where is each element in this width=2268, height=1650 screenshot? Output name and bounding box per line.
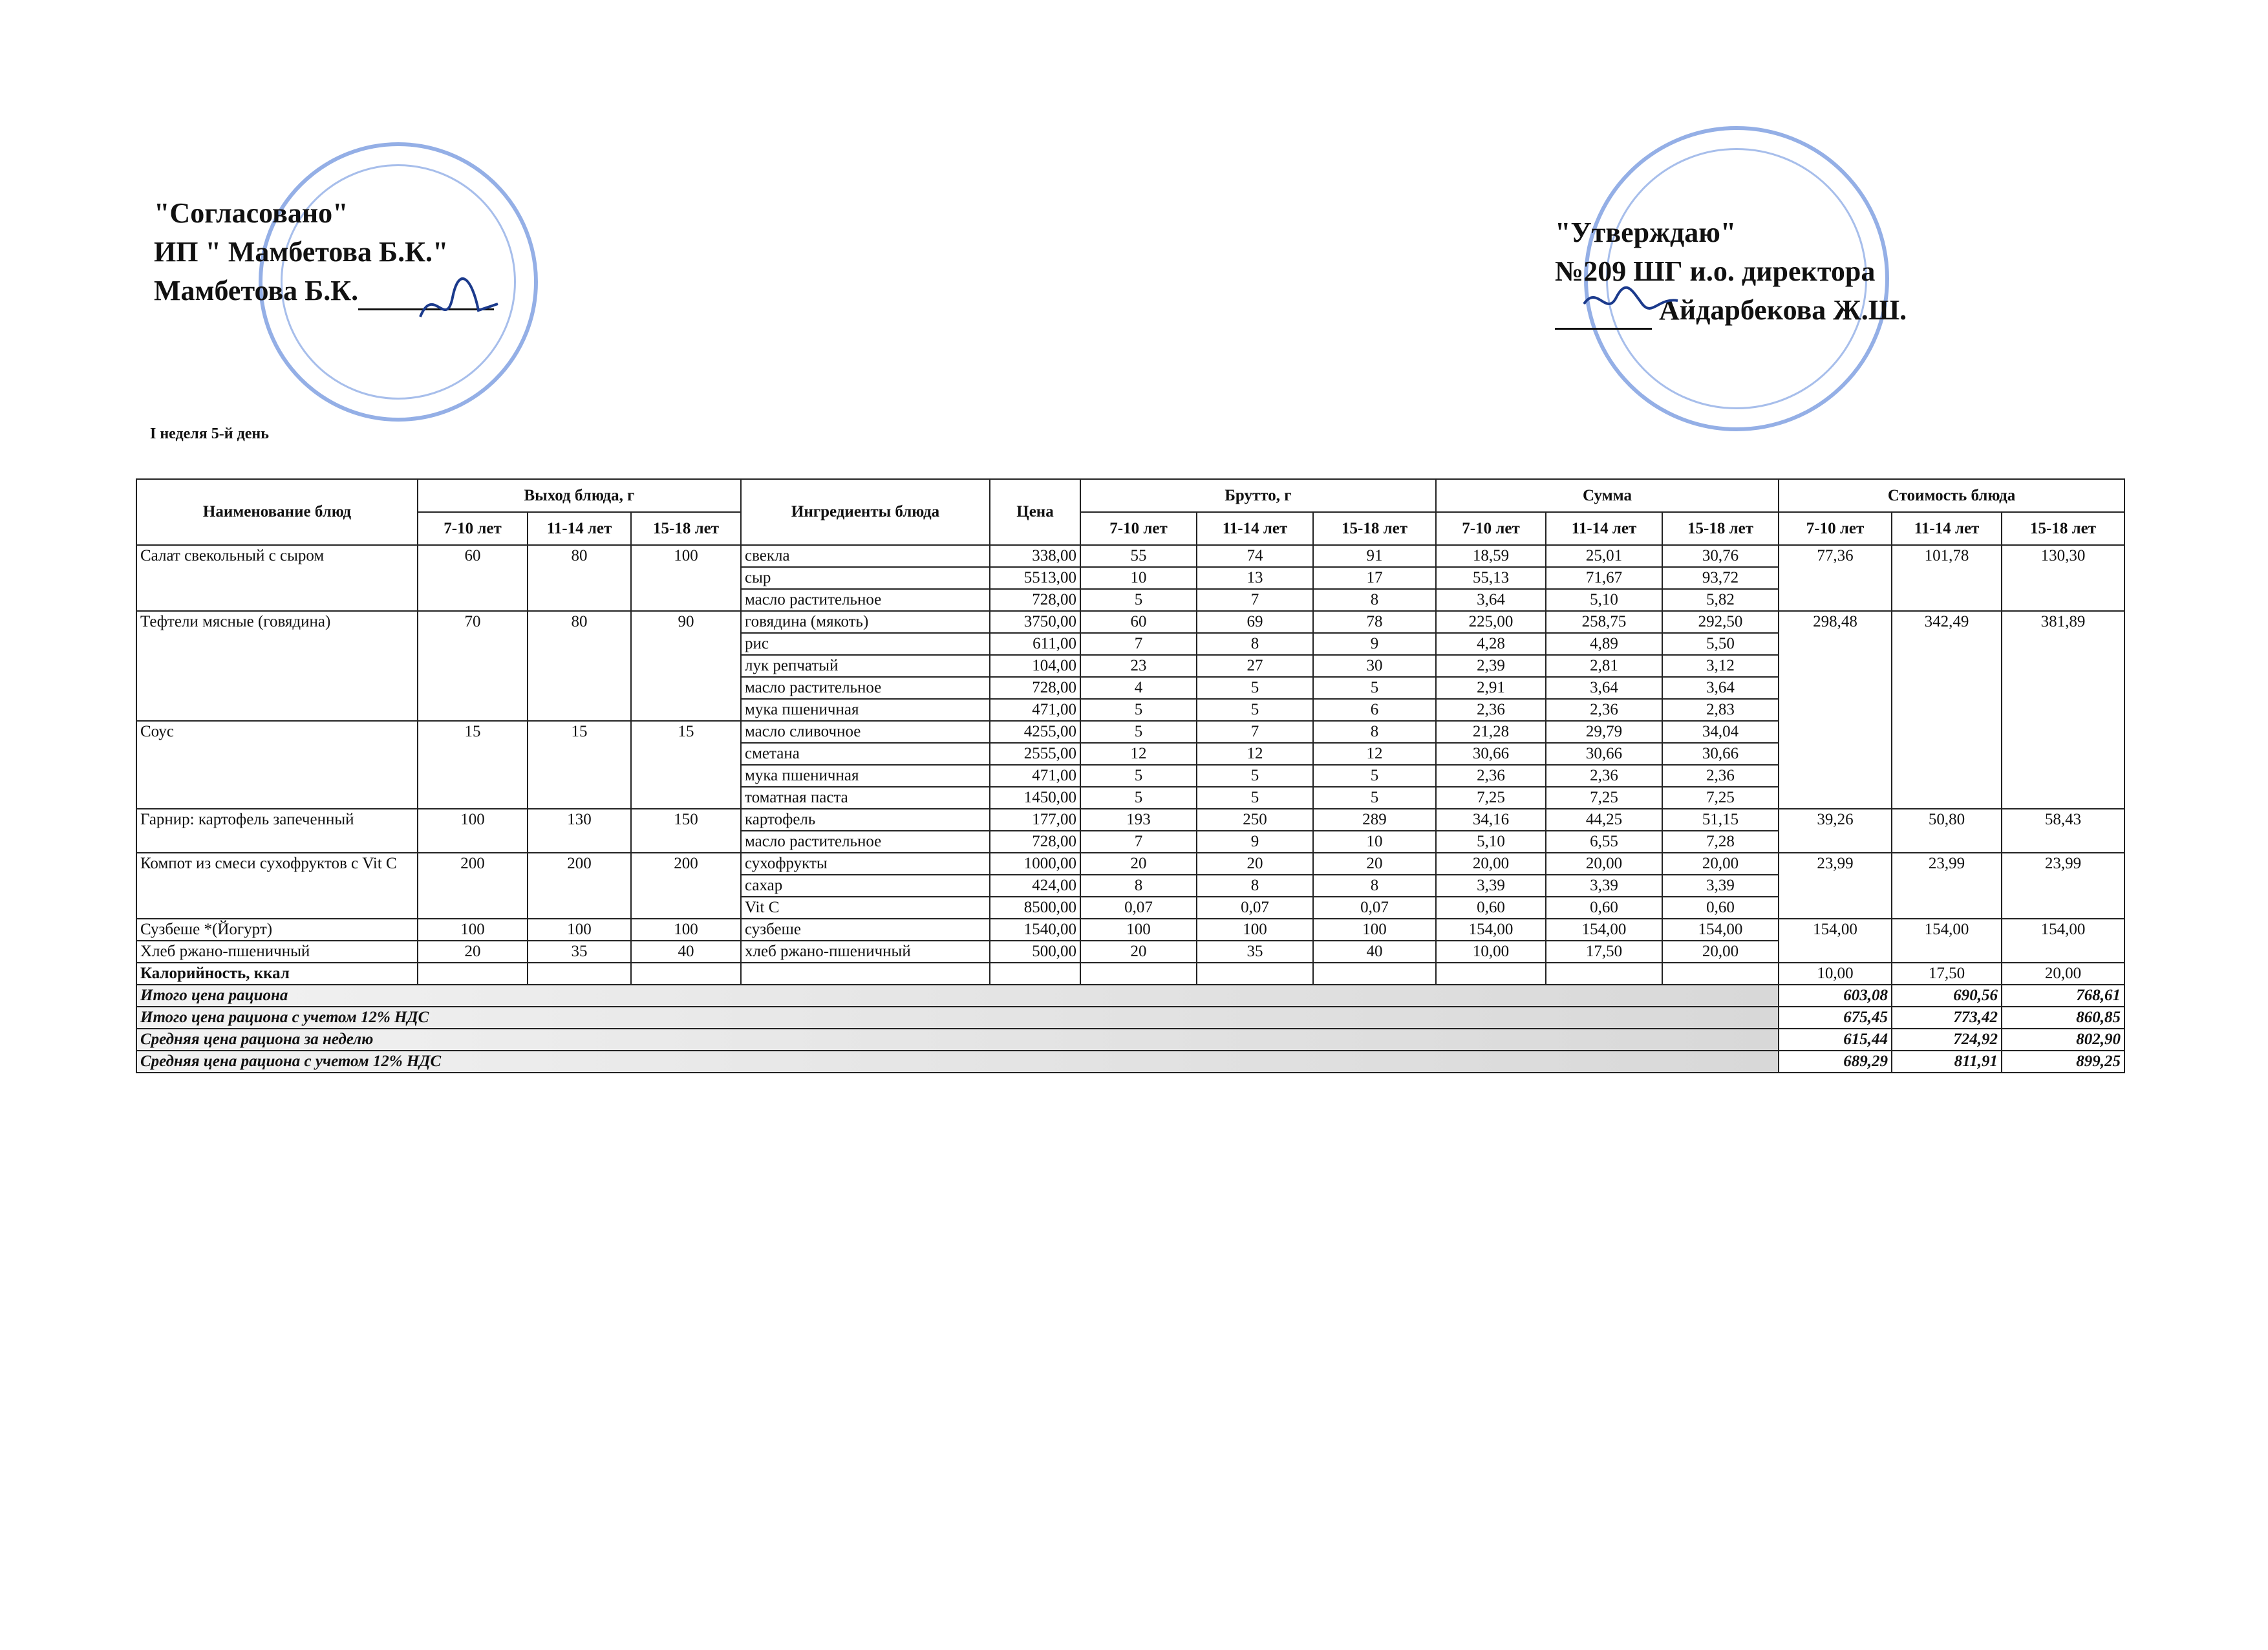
ingredient-price: 338,00 bbox=[990, 545, 1080, 567]
ingredient-sum: 3,12 bbox=[1662, 655, 1779, 677]
dish-cost: 23,99 bbox=[1892, 853, 2002, 919]
ingredient-sum: 2,83 bbox=[1662, 699, 1779, 721]
dish-name: Тефтели мясные (говядина) bbox=[136, 611, 418, 721]
header-age: 7-10 лет bbox=[1436, 512, 1546, 545]
ingredient-sum: 5,10 bbox=[1546, 589, 1662, 611]
ingredient-brutto: 289 bbox=[1313, 809, 1436, 831]
ingredient-brutto: 5 bbox=[1080, 787, 1197, 809]
ingredient-sum: 18,59 bbox=[1436, 545, 1546, 567]
ingredient-sum: 34,04 bbox=[1662, 721, 1779, 743]
ingredient-brutto: 0,07 bbox=[1197, 897, 1313, 919]
ingredient-brutto: 69 bbox=[1197, 611, 1313, 633]
dish-yield: 70 bbox=[418, 611, 528, 721]
ingredient-sum: 154,00 bbox=[1436, 919, 1546, 941]
ingredient-brutto: 20 bbox=[1313, 853, 1436, 875]
ingredient-price: 728,00 bbox=[990, 677, 1080, 699]
ingredient-brutto: 20 bbox=[1080, 941, 1197, 963]
dish-name: Соус bbox=[136, 721, 418, 809]
header-cost: Стоимость блюда bbox=[1779, 479, 2124, 512]
dish-yield: 100 bbox=[528, 919, 631, 941]
ingredient-brutto: 5 bbox=[1197, 699, 1313, 721]
total-value: 802,90 bbox=[2002, 1029, 2124, 1051]
ingredient-brutto: 10 bbox=[1080, 567, 1197, 589]
ingredient-sum: 2,36 bbox=[1662, 765, 1779, 787]
total-value: 899,25 bbox=[2002, 1051, 2124, 1073]
dish-cost: 23,99 bbox=[2002, 853, 2124, 919]
ingredient-price: 611,00 bbox=[990, 633, 1080, 655]
empty-cell bbox=[990, 963, 1080, 985]
ingredient-sum: 6,55 bbox=[1546, 831, 1662, 853]
ingredient-price: 2555,00 bbox=[990, 743, 1080, 765]
total-label: Средняя цена рациона с учетом 12% НДС bbox=[136, 1051, 1779, 1073]
dish-yield: 200 bbox=[528, 853, 631, 919]
ingredient-price: 1000,00 bbox=[990, 853, 1080, 875]
dish-yield: 150 bbox=[631, 809, 741, 853]
ingredient-brutto: 5 bbox=[1197, 765, 1313, 787]
ingredient-sum: 0,60 bbox=[1436, 897, 1546, 919]
ingredient-price: 1540,00 bbox=[990, 919, 1080, 941]
ingredient-brutto: 7 bbox=[1080, 831, 1197, 853]
approval-left-org: ИП " Мамбетова Б.К." bbox=[154, 236, 449, 268]
empty-cell bbox=[528, 963, 631, 985]
dish-name: Хлеб ржано-пшеничный bbox=[136, 941, 418, 963]
empty-cell bbox=[1313, 963, 1436, 985]
ingredient-sum: 29,79 bbox=[1546, 721, 1662, 743]
header-yield: Выход блюда, г bbox=[418, 479, 741, 512]
ingredient-sum: 10,00 bbox=[1436, 941, 1546, 963]
ingredient-sum: 7,25 bbox=[1662, 787, 1779, 809]
dish-yield: 15 bbox=[631, 721, 741, 809]
dish-cost: 23,99 bbox=[1779, 853, 1892, 919]
ingredient-brutto: 7 bbox=[1197, 721, 1313, 743]
total-row bbox=[136, 1029, 2124, 1051]
table-row bbox=[136, 545, 2124, 567]
header-age: 7-10 лет bbox=[1779, 512, 1892, 545]
approval-right-position: №209 ШГ и.о. директора bbox=[1555, 255, 1876, 287]
header-age: 11-14 лет bbox=[1892, 512, 2002, 545]
ingredient-sum: 154,00 bbox=[1546, 919, 1662, 941]
ingredient-brutto: 9 bbox=[1313, 633, 1436, 655]
header-sum: Сумма bbox=[1436, 479, 1779, 512]
ingredient-sum: 5,10 bbox=[1436, 831, 1546, 853]
ingredient-brutto: 10 bbox=[1313, 831, 1436, 853]
ingredient-brutto: 5 bbox=[1197, 787, 1313, 809]
signature-left bbox=[414, 272, 504, 336]
ingredient-name: говядина (мякоть) bbox=[741, 611, 990, 633]
ingredient-name: мука пшеничная bbox=[741, 699, 990, 721]
ingredient-brutto: 5 bbox=[1197, 677, 1313, 699]
ingredient-name: масло растительное bbox=[741, 677, 990, 699]
table-row bbox=[136, 809, 2124, 831]
ingredient-sum: 3,64 bbox=[1662, 677, 1779, 699]
ingredient-price: 1450,00 bbox=[990, 787, 1080, 809]
menu-table-body bbox=[136, 545, 2124, 1073]
ingredient-name: сыр bbox=[741, 567, 990, 589]
ingredient-sum: 2,81 bbox=[1546, 655, 1662, 677]
week-day-label: I неделя 5-й день bbox=[150, 425, 269, 442]
header-dish: Наименование блюд bbox=[136, 479, 418, 545]
ingredient-brutto: 17 bbox=[1313, 567, 1436, 589]
ingredient-sum: 34,16 bbox=[1436, 809, 1546, 831]
dish-cost: 130,30 bbox=[2002, 545, 2124, 611]
table-row bbox=[136, 611, 2124, 633]
ingredient-sum: 7,28 bbox=[1662, 831, 1779, 853]
ingredient-brutto: 100 bbox=[1313, 919, 1436, 941]
ingredient-sum: 4,28 bbox=[1436, 633, 1546, 655]
dish-cost: 298,48 bbox=[1779, 611, 1892, 809]
dish-yield: 100 bbox=[631, 919, 741, 941]
empty-cell bbox=[1436, 963, 1546, 985]
ingredient-brutto: 5 bbox=[1313, 765, 1436, 787]
ingredient-brutto: 40 bbox=[1313, 941, 1436, 963]
ingredient-sum: 4,89 bbox=[1546, 633, 1662, 655]
ingredient-name: рис bbox=[741, 633, 990, 655]
ingredient-sum: 20,00 bbox=[1546, 853, 1662, 875]
dish-yield: 15 bbox=[528, 721, 631, 809]
ingredient-price: 728,00 bbox=[990, 589, 1080, 611]
ingredient-sum: 154,00 bbox=[1662, 919, 1779, 941]
ingredient-brutto: 100 bbox=[1080, 919, 1197, 941]
ingredient-sum: 17,50 bbox=[1546, 941, 1662, 963]
dish-yield: 80 bbox=[528, 611, 631, 721]
ingredient-price: 8500,00 bbox=[990, 897, 1080, 919]
ingredient-sum: 3,39 bbox=[1546, 875, 1662, 897]
ingredient-brutto: 27 bbox=[1197, 655, 1313, 677]
ingredient-price: 3750,00 bbox=[990, 611, 1080, 633]
total-value: 690,56 bbox=[1892, 985, 2002, 1007]
dish-cost: 342,49 bbox=[1892, 611, 2002, 809]
ingredient-brutto: 74 bbox=[1197, 545, 1313, 567]
ingredient-sum: 55,13 bbox=[1436, 567, 1546, 589]
ingredient-brutto: 8 bbox=[1080, 875, 1197, 897]
ingredient-sum: 30,66 bbox=[1436, 743, 1546, 765]
header-age: 11-14 лет bbox=[528, 512, 631, 545]
ingredient-brutto: 4 bbox=[1080, 677, 1197, 699]
ingredient-name: сметана bbox=[741, 743, 990, 765]
ingredient-sum: 258,75 bbox=[1546, 611, 1662, 633]
ingredient-brutto: 5 bbox=[1080, 765, 1197, 787]
ingredient-sum: 5,82 bbox=[1662, 589, 1779, 611]
table-row bbox=[136, 919, 2124, 941]
ingredient-sum: 7,25 bbox=[1546, 787, 1662, 809]
ingredient-brutto: 8 bbox=[1197, 875, 1313, 897]
ingredient-brutto: 8 bbox=[1313, 875, 1436, 897]
ingredient-brutto: 12 bbox=[1197, 743, 1313, 765]
ingredient-name: томатная паста bbox=[741, 787, 990, 809]
ingredient-price: 471,00 bbox=[990, 699, 1080, 721]
calories-cost: 17,50 bbox=[1892, 963, 2002, 985]
dish-yield: 40 bbox=[631, 941, 741, 963]
dish-yield: 20 bbox=[418, 941, 528, 963]
dish-cost: 381,89 bbox=[2002, 611, 2124, 809]
ingredient-sum: 292,50 bbox=[1662, 611, 1779, 633]
ingredient-brutto: 5 bbox=[1080, 699, 1197, 721]
total-value: 860,85 bbox=[2002, 1007, 2124, 1029]
dish-cost: 154,00 bbox=[1892, 919, 2002, 963]
ingredient-brutto: 20 bbox=[1197, 853, 1313, 875]
total-value: 773,42 bbox=[1892, 1007, 2002, 1029]
dish-yield: 90 bbox=[631, 611, 741, 721]
ingredient-sum: 3,64 bbox=[1546, 677, 1662, 699]
ingredient-sum: 225,00 bbox=[1436, 611, 1546, 633]
ingredient-price: 728,00 bbox=[990, 831, 1080, 853]
ingredient-brutto: 78 bbox=[1313, 611, 1436, 633]
ingredient-price: 104,00 bbox=[990, 655, 1080, 677]
ingredient-sum: 21,28 bbox=[1436, 721, 1546, 743]
empty-cell bbox=[1197, 963, 1313, 985]
ingredient-price: 500,00 bbox=[990, 941, 1080, 963]
dish-yield: 130 bbox=[528, 809, 631, 853]
ingredient-name: свекла bbox=[741, 545, 990, 567]
ingredient-sum: 2,36 bbox=[1546, 765, 1662, 787]
ingredient-brutto: 100 bbox=[1197, 919, 1313, 941]
ingredient-brutto: 12 bbox=[1080, 743, 1197, 765]
total-label: Средняя цена рациона за неделю bbox=[136, 1029, 1779, 1051]
ingredient-price: 177,00 bbox=[990, 809, 1080, 831]
total-label: Итого цена рациона bbox=[136, 985, 1779, 1007]
ingredient-name: сухофрукты bbox=[741, 853, 990, 875]
dish-cost: 154,00 bbox=[1779, 919, 1892, 963]
ingredient-name: мука пшеничная bbox=[741, 765, 990, 787]
ingredient-sum: 5,50 bbox=[1662, 633, 1779, 655]
ingredient-name: хлеб ржано-пшеничный bbox=[741, 941, 990, 963]
ingredient-name: масло растительное bbox=[741, 831, 990, 853]
header-age: 11-14 лет bbox=[1197, 512, 1313, 545]
ingredient-sum: 3,39 bbox=[1436, 875, 1546, 897]
empty-cell bbox=[631, 963, 741, 985]
ingredient-sum: 25,01 bbox=[1546, 545, 1662, 567]
total-value: 689,29 bbox=[1779, 1051, 1892, 1073]
header-ingredients: Ингредиенты блюда bbox=[741, 479, 990, 545]
ingredient-brutto: 91 bbox=[1313, 545, 1436, 567]
ingredient-sum: 3,39 bbox=[1662, 875, 1779, 897]
total-value: 603,08 bbox=[1779, 985, 1892, 1007]
ingredient-sum: 2,36 bbox=[1546, 699, 1662, 721]
ingredient-price: 471,00 bbox=[990, 765, 1080, 787]
ingredient-sum: 3,64 bbox=[1436, 589, 1546, 611]
header-age: 15-18 лет bbox=[631, 512, 741, 545]
dish-name: Салат свекольный с сыром bbox=[136, 545, 418, 611]
dish-cost: 77,36 bbox=[1779, 545, 1892, 611]
dish-yield: 100 bbox=[631, 545, 741, 611]
calories-cost: 10,00 bbox=[1779, 963, 1892, 985]
ingredient-sum: 30,76 bbox=[1662, 545, 1779, 567]
ingredient-name: сахар bbox=[741, 875, 990, 897]
ingredient-sum: 2,91 bbox=[1436, 677, 1546, 699]
dish-yield: 200 bbox=[418, 853, 528, 919]
ingredient-sum: 51,15 bbox=[1662, 809, 1779, 831]
dish-yield: 200 bbox=[631, 853, 741, 919]
dish-name: Гарнир: картофель запеченный bbox=[136, 809, 418, 853]
empty-cell bbox=[741, 963, 990, 985]
ingredient-brutto: 8 bbox=[1313, 721, 1436, 743]
header-age: 15-18 лет bbox=[1313, 512, 1436, 545]
dish-cost: 58,43 bbox=[2002, 809, 2124, 853]
ingredient-brutto: 7 bbox=[1080, 633, 1197, 655]
ingredient-price: 5513,00 bbox=[990, 567, 1080, 589]
dish-yield: 35 bbox=[528, 941, 631, 963]
table-row bbox=[136, 853, 2124, 875]
ingredient-brutto: 250 bbox=[1197, 809, 1313, 831]
header-age: 11-14 лет bbox=[1546, 512, 1662, 545]
ingredient-brutto: 12 bbox=[1313, 743, 1436, 765]
empty-cell bbox=[1662, 963, 1779, 985]
ingredient-sum: 71,67 bbox=[1546, 567, 1662, 589]
ingredient-name: масло растительное bbox=[741, 589, 990, 611]
header-age: 15-18 лет bbox=[1662, 512, 1779, 545]
ingredient-name: масло сливочное bbox=[741, 721, 990, 743]
calories-cost: 20,00 bbox=[2002, 963, 2124, 985]
ingredient-price: 424,00 bbox=[990, 875, 1080, 897]
signature-right bbox=[1581, 278, 1684, 323]
ingredient-brutto: 9 bbox=[1197, 831, 1313, 853]
ingredient-sum: 20,00 bbox=[1662, 941, 1779, 963]
approval-left-title: "Согласовано" bbox=[154, 197, 348, 229]
total-value: 811,91 bbox=[1892, 1051, 2002, 1073]
dish-yield: 100 bbox=[418, 809, 528, 853]
ingredient-sum: 30,66 bbox=[1546, 743, 1662, 765]
ingredient-brutto: 35 bbox=[1197, 941, 1313, 963]
empty-cell bbox=[1546, 963, 1662, 985]
dish-cost: 101,78 bbox=[1892, 545, 2002, 611]
dish-cost: 39,26 bbox=[1779, 809, 1892, 853]
header-age: 7-10 лет bbox=[418, 512, 528, 545]
dish-name: Сузбеше *(Йогурт) bbox=[136, 919, 418, 941]
ingredient-name: Vit C bbox=[741, 897, 990, 919]
ingredient-sum: 7,25 bbox=[1436, 787, 1546, 809]
total-row bbox=[136, 985, 2124, 1007]
ingredient-brutto: 55 bbox=[1080, 545, 1197, 567]
header-brutto: Брутто, г bbox=[1080, 479, 1436, 512]
dish-yield: 100 bbox=[418, 919, 528, 941]
ingredient-name: лук репчатый bbox=[741, 655, 990, 677]
ingredient-brutto: 7 bbox=[1197, 589, 1313, 611]
ingredient-brutto: 60 bbox=[1080, 611, 1197, 633]
ingredient-sum: 93,72 bbox=[1662, 567, 1779, 589]
ingredient-brutto: 6 bbox=[1313, 699, 1436, 721]
ingredient-sum: 2,36 bbox=[1436, 765, 1546, 787]
ingredient-brutto: 23 bbox=[1080, 655, 1197, 677]
ingredient-brutto: 193 bbox=[1080, 809, 1197, 831]
header-age: 7-10 лет bbox=[1080, 512, 1197, 545]
dish-cost: 154,00 bbox=[2002, 919, 2124, 963]
approval-right-signer: Айдарбекова Ж.Ш. bbox=[1555, 291, 1907, 330]
ingredient-brutto: 13 bbox=[1197, 567, 1313, 589]
ingredient-name: сузбеше bbox=[741, 919, 990, 941]
total-row bbox=[136, 1051, 2124, 1073]
total-label: Итого цена рациона с учетом 12% НДС bbox=[136, 1007, 1779, 1029]
ingredient-brutto: 30 bbox=[1313, 655, 1436, 677]
total-value: 724,92 bbox=[1892, 1029, 2002, 1051]
ingredient-brutto: 5 bbox=[1080, 589, 1197, 611]
ingredient-sum: 20,00 bbox=[1436, 853, 1546, 875]
ingredient-brutto: 0,07 bbox=[1080, 897, 1197, 919]
header-price: Цена bbox=[990, 479, 1080, 545]
ingredient-brutto: 20 bbox=[1080, 853, 1197, 875]
dish-yield: 80 bbox=[528, 545, 631, 611]
total-value: 768,61 bbox=[2002, 985, 2124, 1007]
ingredient-brutto: 8 bbox=[1313, 589, 1436, 611]
total-row bbox=[136, 1007, 2124, 1029]
menu-table bbox=[136, 478, 2125, 1073]
ingredient-sum: 20,00 bbox=[1662, 853, 1779, 875]
dish-name: Компот из смеси сухофруктов с Vit C bbox=[136, 853, 418, 919]
ingredient-brutto: 8 bbox=[1197, 633, 1313, 655]
ingredient-sum: 30,66 bbox=[1662, 743, 1779, 765]
approval-left-signer: Мамбетова Б.К. bbox=[154, 272, 494, 310]
ingredient-name: картофель bbox=[741, 809, 990, 831]
ingredient-sum: 44,25 bbox=[1546, 809, 1662, 831]
ingredient-brutto: 5 bbox=[1080, 721, 1197, 743]
calories-row bbox=[136, 963, 2124, 985]
ingredient-price: 4255,00 bbox=[990, 721, 1080, 743]
dish-cost: 50,80 bbox=[1892, 809, 2002, 853]
total-value: 675,45 bbox=[1779, 1007, 1892, 1029]
empty-cell bbox=[418, 963, 528, 985]
ingredient-sum: 2,39 bbox=[1436, 655, 1546, 677]
ingredient-sum: 0,60 bbox=[1546, 897, 1662, 919]
ingredient-brutto: 5 bbox=[1313, 787, 1436, 809]
approval-right-title: "Утверждаю" bbox=[1555, 217, 1737, 248]
ingredient-sum: 0,60 bbox=[1662, 897, 1779, 919]
calories-label: Калорийность, ккал bbox=[136, 963, 418, 985]
dish-yield: 60 bbox=[418, 545, 528, 611]
total-value: 615,44 bbox=[1779, 1029, 1892, 1051]
dish-yield: 15 bbox=[418, 721, 528, 809]
empty-cell bbox=[1080, 963, 1197, 985]
header-age: 15-18 лет bbox=[2002, 512, 2124, 545]
ingredient-brutto: 0,07 bbox=[1313, 897, 1436, 919]
ingredient-brutto: 5 bbox=[1313, 677, 1436, 699]
ingredient-sum: 2,36 bbox=[1436, 699, 1546, 721]
